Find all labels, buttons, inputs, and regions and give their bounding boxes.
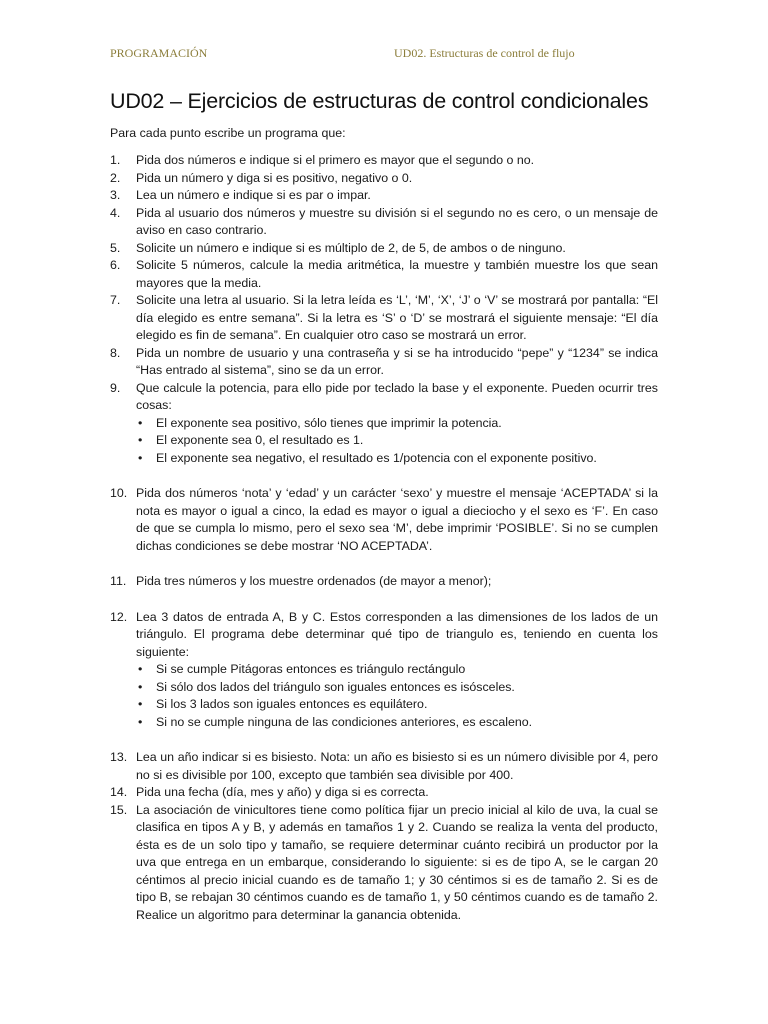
exercise-text: Pida dos números ‘nota’ y ‘edad’ y un carácter ‘sexo’ y muestre el mensaje ‘ACEPTADA’ si la nota es mayor o igual a cinco, la edad es mayor o igual a dieciocho y el sexo es ‘F’. En caso de que se cumpla lo mismo, pero el sexo sea ‘M’, debe imprimir ‘POSIBLE’. Si no se cumplen dichas condiciones se debe mostrar ‘NO ACEPTADA’. — [136, 486, 658, 553]
bullet-text: El exponente sea negativo, el resultado es 1/potencia con el exponente positivo. — [156, 450, 597, 465]
exercise-text: La asociación de vinicultores tiene como política fijar un precio inicial al kilo de uva, la cual se clasifica en tipos A y B, y además en tamaños 1 y 2. Cuando se realiza la venta del producto, ésta es de un solo tipo y tamaño, se requiere determinar cuánto recibirá un productor por la uva que entrega en un embarque, considerando lo siguiente: si es de tipo A, se le cargan 20 céntimos al precio inicial cuando es de tamaño 1; y 30 céntimos si es de tamaño 2. Si es de tipo B, se rebajan 30 céntimos cuando es de tamaño 1, y 50 céntimos cuando es de tamaño 2. Realice un algoritmo para determinar la ganancia obtenida. — [136, 802, 658, 922]
exercise-text: Lea un año indicar si es bisiesto. Nota: un año es bisiesto si es un número divisible por 4, pero no si es divisible por 100, excepto que también sea divisible por 400. — [136, 750, 658, 782]
exercise-number: 3. — [110, 188, 121, 202]
header-subject: PROGRAMACIÓN — [110, 46, 208, 60]
bullet-item — [136, 696, 658, 714]
exercise-text: Pida una fecha (día, mes y año) y diga si es correcta. — [136, 785, 429, 799]
exercise-text: Que calcule la potencia, para ello pide por teclado la base y el exponente. Pueden ocurrir tres cosas: — [136, 380, 658, 412]
header-unit: UD02. Estructuras de control de flujo — [394, 46, 575, 60]
exercise-text: Lea 3 datos de entrada A, B y C. Estos corresponden a las dimensiones de los lados de un triángulo. El programa debe determinar qué tipo de triangulo es, teniendo en cuenta los siguiente: — [136, 609, 658, 659]
exercise-number: 9. — [110, 380, 121, 395]
exercise-number: 7. — [110, 293, 121, 307]
exercise-item — [110, 802, 658, 925]
bullet-text: Si no se cumple ninguna de las condiciones anteriores, es escaleno. — [156, 714, 533, 729]
bullet-icon: • — [138, 679, 143, 694]
exercise-text: Pida al usuario dos números y muestre su división si el segundo no es cero, o un mensaje de aviso en caso contrario. — [136, 205, 658, 237]
exercise-item — [110, 205, 658, 240]
bullet-icon: • — [138, 450, 143, 465]
exercise-number: 4. — [110, 205, 121, 220]
exercise-item — [110, 609, 658, 732]
exercise-number: 15. — [110, 802, 128, 817]
bullet-item — [136, 714, 658, 732]
exercise-number: 11. — [110, 574, 127, 588]
exercise-number: 14. — [110, 785, 128, 799]
document-body — [110, 86, 658, 924]
bullet-list — [136, 661, 658, 731]
exercise-text: Pida dos números e indique si el primero es mayor que el segundo o no. — [136, 153, 535, 167]
exercise-item — [110, 152, 658, 170]
exercise-text: Solicite un número e indique si es múltiplo de 2, de 5, de ambos o de ninguno. — [136, 240, 566, 255]
bullet-text: Si los 3 lados son iguales entonces es equilátero. — [156, 697, 428, 711]
bullet-item — [136, 432, 658, 450]
exercise-text: Solicite una letra al usuario. Si la letra leída es ‘L’, ‘M’, ‘X’, ‘J’ o ‘V’ se mostrará por pantalla: “El día elegido es entre semana”. Si la letra es ‘S’ o ‘D’ se mostrará el siguiente mensaje: “El día elegido es fin de semana”. En cualquier otro caso se mostrará un error. — [136, 293, 658, 342]
exercise-number: 8. — [110, 345, 121, 360]
bullet-item — [136, 450, 658, 468]
exercise-item — [110, 380, 658, 468]
bullet-icon: • — [138, 697, 143, 711]
exercise-number: 12. — [110, 609, 128, 624]
bullet-icon: • — [138, 662, 143, 676]
bullet-list — [136, 415, 658, 468]
exercise-text: Pida un número y diga si es positivo, negativo o 0. — [136, 170, 413, 185]
exercise-item — [110, 784, 658, 802]
bullet-item — [136, 415, 658, 433]
bullet-text: Si se cumple Pitágoras entonces es triángulo rectángulo — [156, 662, 466, 676]
exercise-number: 10. — [110, 486, 128, 500]
exercise-item — [110, 573, 658, 591]
exercise-item — [110, 240, 658, 258]
exercise-number: 1. — [110, 153, 121, 167]
intro-text: Para cada punto escribe un programa que: — [110, 126, 346, 140]
exercise-list — [110, 152, 658, 924]
exercise-text: Pida un nombre de usuario y una contraseña y si se ha introducido “pepe” y “1234” se indica “Has entrado al sistema”, sino se da un error. — [136, 345, 658, 377]
exercise-number: 13. — [110, 750, 128, 764]
bullet-text: El exponente sea positivo, sólo tienes que imprimir la potencia. — [156, 415, 502, 430]
exercise-number: 6. — [110, 258, 121, 272]
exercise-item — [110, 170, 658, 188]
bullet-icon: • — [138, 415, 143, 430]
exercise-item — [110, 485, 658, 555]
bullet-text: Si sólo dos lados del triángulo son iguales entonces es isósceles. — [156, 679, 515, 694]
exercise-text: Lea un número e indique si es par o impar. — [136, 188, 371, 202]
exercise-number: 5. — [110, 240, 121, 255]
exercise-number: 2. — [110, 170, 121, 185]
bullet-icon: • — [138, 714, 143, 729]
exercise-item — [110, 345, 658, 380]
page-title: UD02 – Ejercicios de estructuras de control condicionales — [110, 89, 649, 113]
bullet-text: El exponente sea 0, el resultado es 1. — [156, 433, 364, 447]
exercise-item — [110, 257, 658, 292]
bullet-item — [136, 661, 658, 679]
exercise-item — [110, 292, 658, 345]
bullet-icon: • — [138, 433, 143, 447]
bullet-item — [136, 679, 658, 697]
exercise-text: Solicite 5 números, calcule la media aritmética, la muestre y también muestre los que sean mayores que la media. — [136, 258, 658, 290]
exercise-item — [110, 749, 658, 784]
exercise-item — [110, 187, 658, 205]
exercise-text: Pida tres números y los muestre ordenados (de mayor a menor); — [136, 574, 492, 588]
